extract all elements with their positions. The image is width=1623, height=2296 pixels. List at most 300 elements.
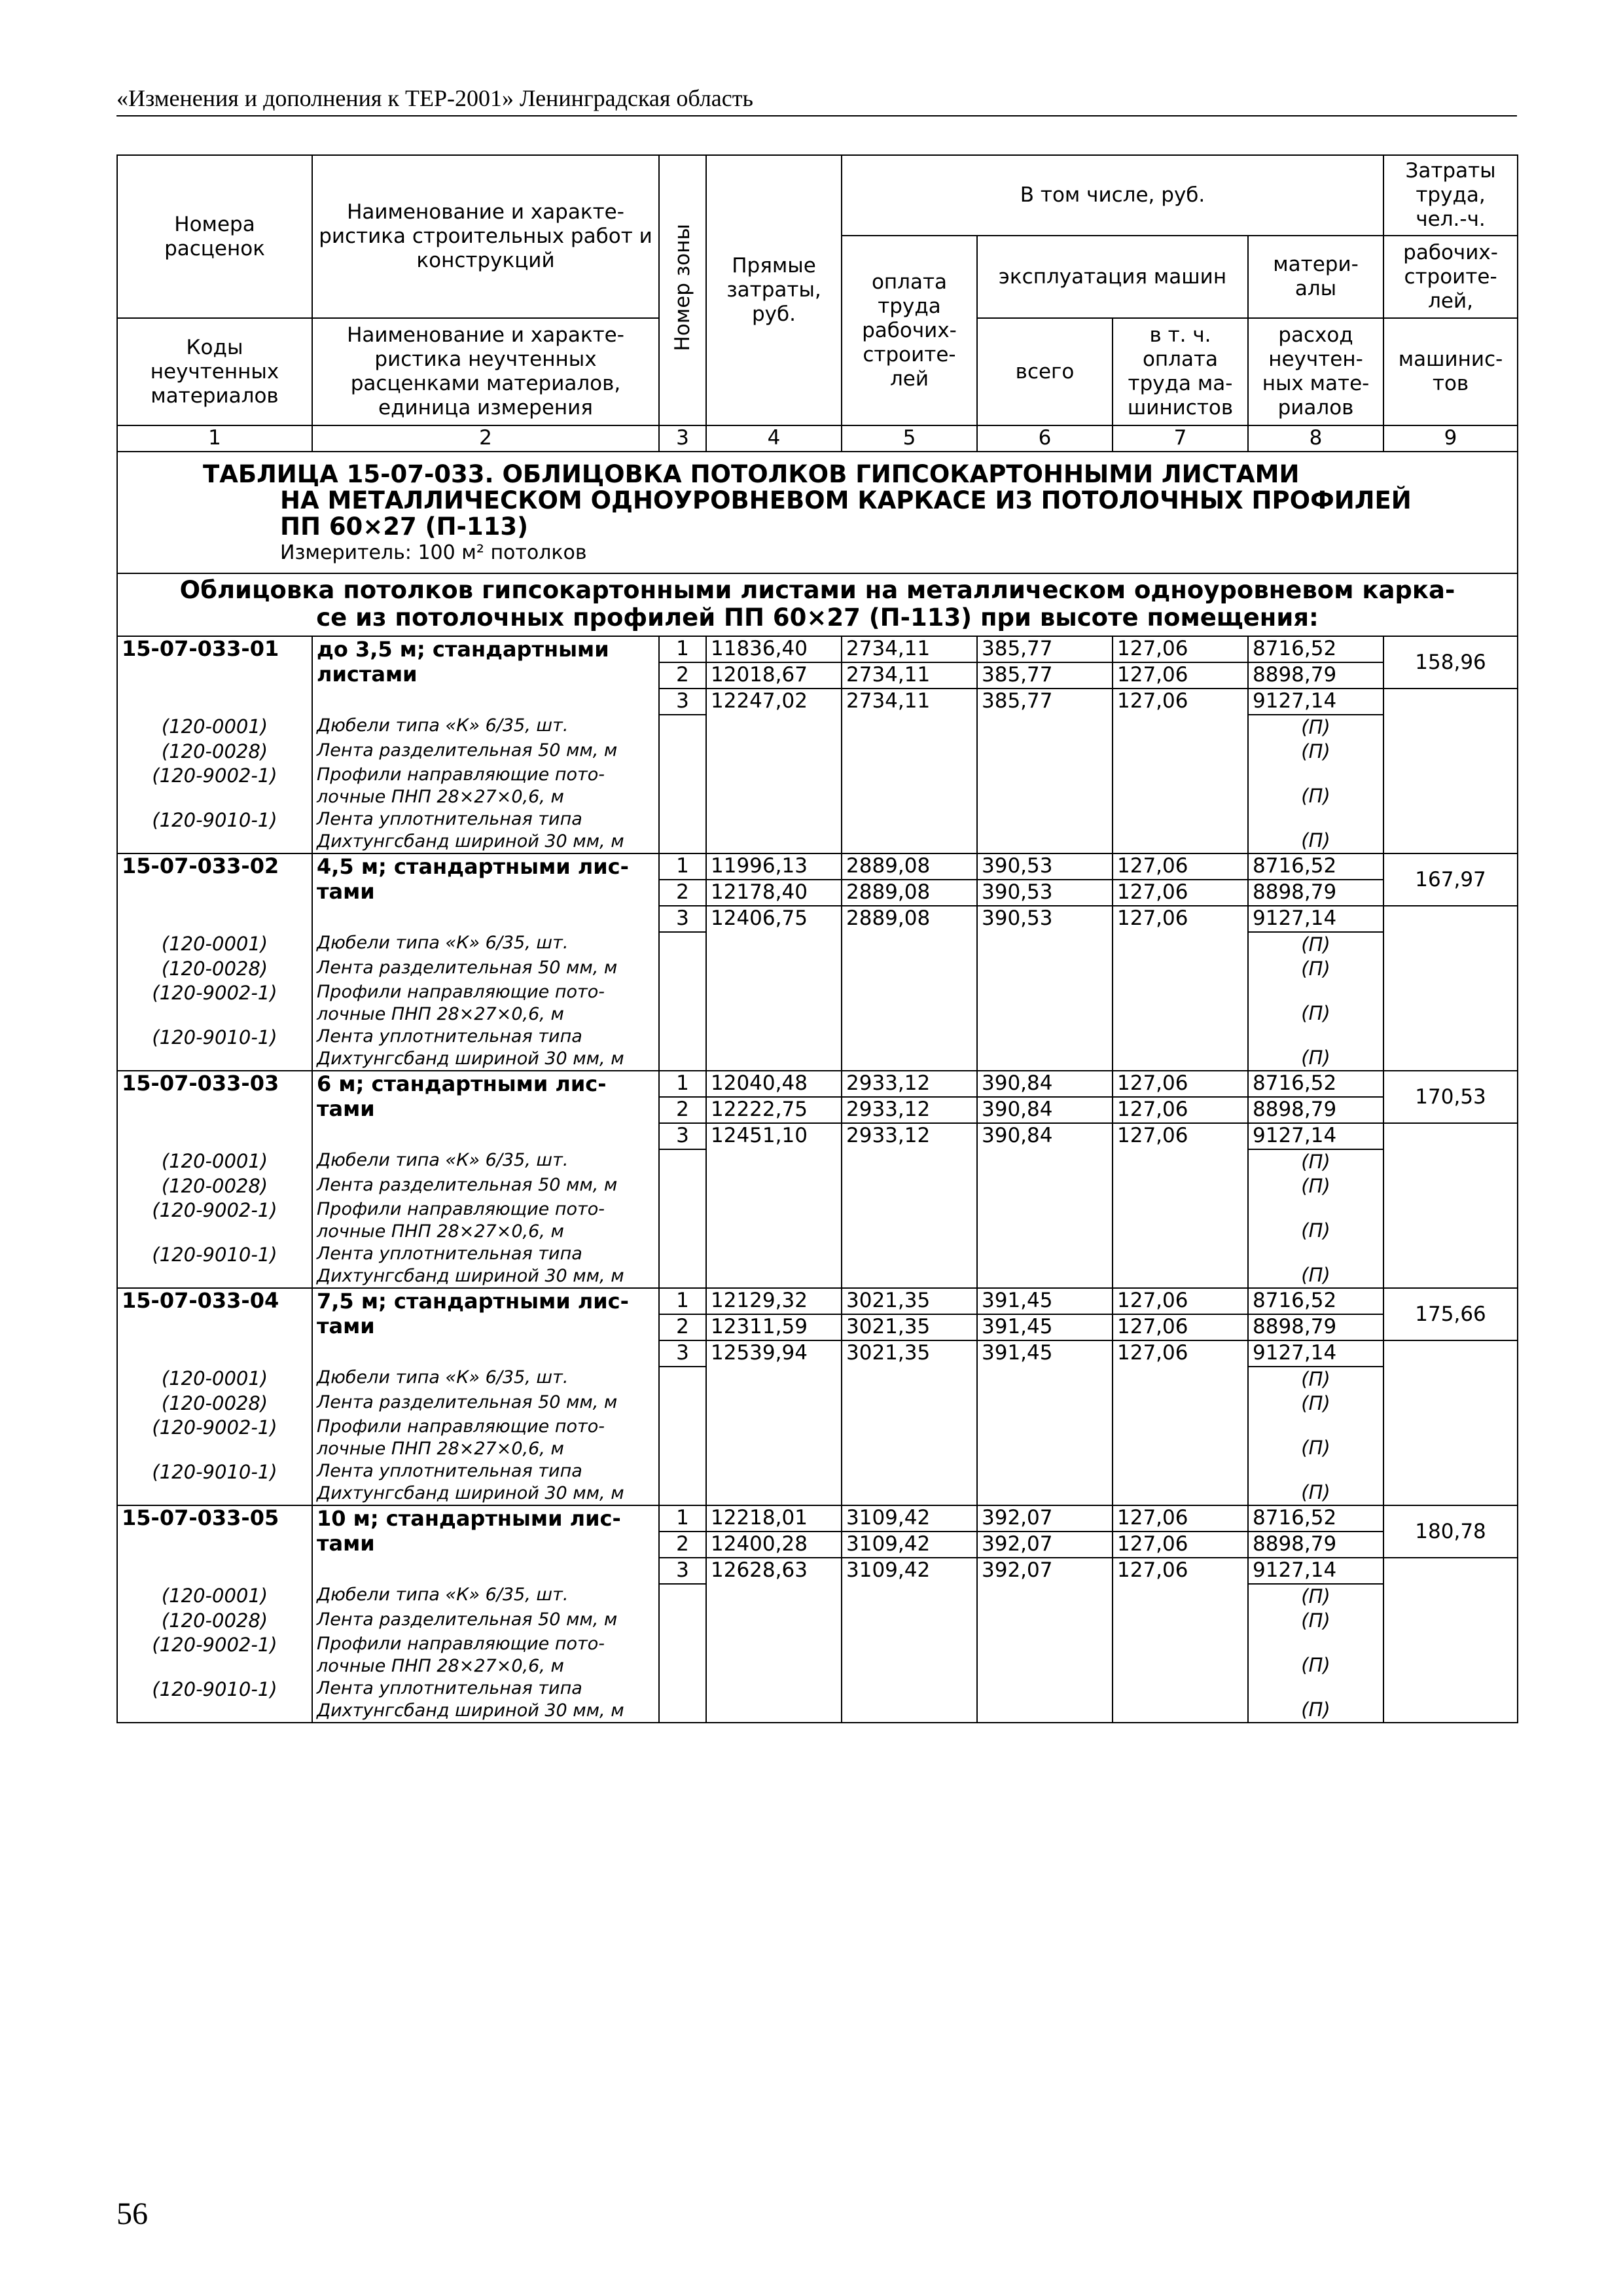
rate-code: 15-07-033-05 [117, 1505, 312, 1532]
value-machinist-pay: 127,06 [1113, 1288, 1248, 1314]
zone-number: 2 [659, 1532, 706, 1558]
empty-cell [659, 1149, 706, 1174]
material-name-line: Лента уплотнительная типа [317, 1026, 582, 1047]
empty-cell [1113, 1609, 1248, 1633]
work-name [312, 1071, 659, 1123]
column-numbers-row [117, 425, 1518, 452]
empty-cell [312, 1558, 659, 1584]
value-pay: 3109,42 [842, 1558, 977, 1584]
work-name [312, 1288, 659, 1340]
empty-cell [117, 1097, 312, 1123]
material-name-line: лочные ПНП 28×27×0,6, м [317, 1656, 564, 1676]
subsection-title-line1: Облицовка потолков гипсокартонными листами на металлическом одноуровневом карка- [179, 576, 1455, 604]
empty-cell [1113, 808, 1248, 853]
material-flag: (П) [1248, 1367, 1383, 1391]
empty-cell [659, 764, 706, 808]
material-code: (120-9010-1) [117, 808, 312, 853]
value-pay: 2889,08 [842, 853, 977, 880]
material-name-line: Дихтунгсбанд шириной 30 мм, м [317, 1700, 624, 1721]
table-title-line2: НА МЕТАЛЛИЧЕСКОМ ОДНОУРОВНЕВОМ КАРКАСЕ ИЗ ПОТОЛОЧНЫХ ПРОФИЛЕЙ [280, 486, 1412, 514]
empty-cell [842, 1198, 977, 1243]
empty-cell [1113, 1149, 1248, 1174]
value-direct: 12311,59 [706, 1314, 842, 1340]
empty-cell [117, 1340, 312, 1367]
empty-cell [977, 932, 1113, 957]
value-direct: 12451,10 [706, 1123, 842, 1149]
empty-cell [117, 906, 312, 932]
value-pay: 2933,12 [842, 1071, 977, 1097]
material-code: (120-0028) [117, 1609, 312, 1633]
rate-code: 15-07-033-01 [117, 636, 312, 662]
table-measure: Измеритель: 100 м² потолков [280, 541, 587, 564]
header-material-names: Наименование и характе-ристика неучтенных расценками материалов, единица измерения [312, 318, 659, 425]
material-name [312, 1416, 659, 1460]
value-machinist-pay: 127,06 [1113, 853, 1248, 880]
empty-cell [659, 1174, 706, 1198]
empty-cell [659, 1416, 706, 1460]
material-row [117, 808, 1518, 853]
material-name [312, 1198, 659, 1243]
work-name [312, 636, 659, 689]
material-flag: (П) [1248, 808, 1383, 853]
zone-number: 2 [659, 1097, 706, 1123]
empty-cell [1113, 1416, 1248, 1460]
empty-cell [659, 957, 706, 981]
work-name-line: 10 м; стандартными лис- [317, 1506, 621, 1531]
empty-cell [1383, 1633, 1518, 1677]
work-name-line: тами [317, 1096, 375, 1121]
empty-cell [659, 1391, 706, 1416]
material-name-line: Лента разделительная 50 мм, м [317, 958, 618, 978]
empty-cell [1383, 1460, 1518, 1505]
value-direct: 12247,02 [706, 689, 842, 715]
value-materials: 9127,14 [1248, 1123, 1383, 1149]
material-row [117, 1149, 1518, 1174]
empty-cell [706, 1633, 842, 1677]
empty-cell [842, 1677, 977, 1723]
empty-cell [1113, 1460, 1248, 1505]
value-machines: 390,84 [977, 1097, 1113, 1123]
price-table [116, 154, 1518, 1723]
empty-cell [659, 1243, 706, 1288]
value-machines: 390,53 [977, 880, 1113, 906]
material-name [312, 1460, 659, 1505]
table-title [117, 452, 1518, 573]
material-name-line: лочные ПНП 28×27×0,6, м [317, 1439, 564, 1459]
empty-cell [706, 1584, 842, 1609]
material-code: (120-0001) [117, 1149, 312, 1174]
empty-cell [659, 1198, 706, 1243]
value-materials: 8898,79 [1248, 1097, 1383, 1123]
labor-costs: 175,66 [1383, 1288, 1518, 1340]
value-direct: 12400,28 [706, 1532, 842, 1558]
value-machinist-pay: 127,06 [1113, 689, 1248, 715]
value-direct: 12222,75 [706, 1097, 842, 1123]
zone-number: 1 [659, 853, 706, 880]
table-row [117, 636, 1518, 662]
header-zone-number [659, 155, 706, 425]
empty-cell [1383, 1584, 1518, 1609]
material-name-line: Дюбели типа «К» 6/35, шт. [317, 1150, 569, 1170]
value-machines: 392,07 [977, 1505, 1113, 1532]
material-row [117, 932, 1518, 957]
material-flag: (П) [1248, 1243, 1383, 1288]
empty-cell [977, 957, 1113, 981]
empty-cell [659, 1367, 706, 1391]
empty-cell [842, 1460, 977, 1505]
value-pay: 2933,12 [842, 1097, 977, 1123]
empty-cell [659, 1633, 706, 1677]
empty-cell [977, 808, 1113, 853]
empty-cell [706, 1416, 842, 1460]
labor-costs: 158,96 [1383, 636, 1518, 689]
value-machinist-pay: 127,06 [1113, 906, 1248, 932]
header-rates-numbers: Номера расценок [117, 155, 312, 318]
material-name-line: лочные ПНП 28×27×0,6, м [317, 1004, 564, 1024]
table-title-line3: ПП 60×27 (П-113) [280, 512, 529, 541]
material-name-line: Профили направляющие пото- [317, 1634, 605, 1654]
material-row [117, 764, 1518, 808]
value-machines: 390,84 [977, 1123, 1113, 1149]
zone-number: 1 [659, 636, 706, 662]
empty-cell [117, 662, 312, 689]
empty-cell [706, 1026, 842, 1071]
value-machines: 391,45 [977, 1288, 1113, 1314]
material-code: (120-0028) [117, 1174, 312, 1198]
empty-cell [1113, 981, 1248, 1026]
empty-cell [312, 689, 659, 715]
value-materials: 9127,14 [1248, 1558, 1383, 1584]
value-machinist-pay: 127,06 [1113, 662, 1248, 689]
value-direct: 12539,94 [706, 1340, 842, 1367]
material-flag: (П) [1248, 932, 1383, 957]
value-pay: 3021,35 [842, 1340, 977, 1367]
table-row [117, 1340, 1518, 1367]
document-header: «Изменения и дополнения к ТЕР-2001» Ленинградская область [116, 84, 1517, 117]
value-materials: 8716,52 [1248, 1071, 1383, 1097]
empty-cell [1383, 1677, 1518, 1723]
empty-cell [117, 880, 312, 906]
header-material-codes: Коды неучтенных материалов [117, 318, 312, 425]
empty-cell [1113, 740, 1248, 764]
material-name [312, 1243, 659, 1288]
value-direct: 12406,75 [706, 906, 842, 932]
empty-cell [977, 1174, 1113, 1198]
value-materials: 8716,52 [1248, 853, 1383, 880]
material-name-line: лочные ПНП 28×27×0,6, м [317, 1221, 564, 1242]
empty-cell [977, 1198, 1113, 1243]
empty-cell [842, 1391, 977, 1416]
material-code: (120-9010-1) [117, 1243, 312, 1288]
empty-cell [1383, 1391, 1518, 1416]
empty-cell [842, 981, 977, 1026]
empty-cell [977, 1677, 1113, 1723]
empty-cell [706, 1677, 842, 1723]
empty-cell [117, 1532, 312, 1558]
subsection-title [117, 573, 1518, 636]
empty-cell [117, 1558, 312, 1584]
header-workers-builders: рабочих-строите-лей, [1383, 236, 1518, 318]
zone-number: 2 [659, 880, 706, 906]
subsection-title-line2: се из потолочных профилей ПП 60×27 (П-113) при высоте помещения: [316, 603, 1319, 632]
value-machines: 392,07 [977, 1558, 1113, 1584]
empty-cell [1383, 906, 1518, 932]
value-direct: 12040,48 [706, 1071, 842, 1097]
empty-cell [117, 1314, 312, 1340]
value-materials: 8716,52 [1248, 1288, 1383, 1314]
empty-cell [1383, 1149, 1518, 1174]
empty-cell [659, 1460, 706, 1505]
value-machines: 390,53 [977, 853, 1113, 880]
material-flag: (П) [1248, 1677, 1383, 1723]
table-row [117, 1505, 1518, 1532]
material-row [117, 1677, 1518, 1723]
value-materials: 8898,79 [1248, 880, 1383, 906]
zone-number: 1 [659, 1071, 706, 1097]
empty-cell [842, 1149, 977, 1174]
material-row [117, 715, 1518, 740]
empty-cell [842, 764, 977, 808]
work-name [312, 1505, 659, 1558]
material-flag: (П) [1248, 1391, 1383, 1416]
work-name-line: 4,5 м; стандартными лис- [317, 854, 629, 879]
empty-cell [1383, 981, 1518, 1026]
material-flag: (П) [1248, 1198, 1383, 1243]
material-name-line: Лента разделительная 50 мм, м [317, 1609, 618, 1630]
value-machines: 391,45 [977, 1314, 1113, 1340]
material-name-line: Дюбели типа «К» 6/35, шт. [317, 933, 569, 953]
labor-costs: 170,53 [1383, 1071, 1518, 1123]
zone-number: 3 [659, 906, 706, 932]
empty-cell [706, 1243, 842, 1288]
column-number: 6 [977, 425, 1113, 452]
empty-cell [977, 715, 1113, 740]
material-code: (120-9002-1) [117, 981, 312, 1026]
empty-cell [706, 715, 842, 740]
material-row [117, 1633, 1518, 1677]
empty-cell [706, 764, 842, 808]
header-work-name: Наименование и характе-ристика строительных работ и конструкций [312, 155, 659, 318]
column-number: 7 [1113, 425, 1248, 452]
value-machinist-pay: 127,06 [1113, 1558, 1248, 1584]
header-zone-number-text: Номер зоны [670, 223, 694, 351]
empty-cell [117, 689, 312, 715]
material-name-line: Лента разделительная 50 мм, м [317, 740, 618, 761]
empty-cell [659, 981, 706, 1026]
value-machinist-pay: 127,06 [1113, 880, 1248, 906]
empty-cell [1113, 1391, 1248, 1416]
empty-cell [659, 932, 706, 957]
value-pay: 2734,11 [842, 662, 977, 689]
value-pay: 2734,11 [842, 636, 977, 662]
material-row [117, 1174, 1518, 1198]
material-name-line: Лента уплотнительная типа [317, 1244, 582, 1264]
material-code: (120-9010-1) [117, 1460, 312, 1505]
value-direct: 12129,32 [706, 1288, 842, 1314]
empty-cell [1383, 1243, 1518, 1288]
table-row [117, 1123, 1518, 1149]
empty-cell [706, 1198, 842, 1243]
material-name-line: Лента уплотнительная типа [317, 1678, 582, 1698]
material-code: (120-0001) [117, 1584, 312, 1609]
empty-cell [842, 1243, 977, 1288]
material-name [312, 1391, 659, 1416]
empty-cell [706, 932, 842, 957]
value-pay: 2889,08 [842, 880, 977, 906]
value-pay: 3109,42 [842, 1532, 977, 1558]
empty-cell [977, 1584, 1113, 1609]
material-row [117, 1391, 1518, 1416]
material-code: (120-9002-1) [117, 1416, 312, 1460]
empty-cell [1113, 957, 1248, 981]
value-pay: 3109,42 [842, 1505, 977, 1532]
material-name [312, 1367, 659, 1391]
empty-cell [842, 808, 977, 853]
empty-cell [706, 740, 842, 764]
empty-cell [977, 764, 1113, 808]
value-materials: 9127,14 [1248, 906, 1383, 932]
empty-cell [1383, 1174, 1518, 1198]
zone-number: 3 [659, 1558, 706, 1584]
empty-cell [1113, 932, 1248, 957]
empty-cell [1113, 1633, 1248, 1677]
value-pay: 2734,11 [842, 689, 977, 715]
value-machinist-pay: 127,06 [1113, 636, 1248, 662]
material-flag: (П) [1248, 1609, 1383, 1633]
value-materials: 8898,79 [1248, 662, 1383, 689]
material-name-line: Дюбели типа «К» 6/35, шт. [317, 1367, 569, 1388]
material-name-line: Дюбели типа «К» 6/35, шт. [317, 715, 569, 736]
material-flag: (П) [1248, 957, 1383, 981]
material-code: (120-0028) [117, 1391, 312, 1416]
value-materials: 8716,52 [1248, 636, 1383, 662]
empty-cell [1113, 1677, 1248, 1723]
work-name-line: до 3,5 м; стандартными [317, 637, 609, 662]
empty-cell [842, 715, 977, 740]
material-name-line: Профили направляющие пото- [317, 1199, 605, 1219]
empty-cell [1383, 764, 1518, 808]
empty-cell [1383, 1340, 1518, 1367]
material-row [117, 1198, 1518, 1243]
material-name-line: Лента разделительная 50 мм, м [317, 1392, 618, 1412]
value-machines: 385,77 [977, 636, 1113, 662]
zone-number: 3 [659, 1340, 706, 1367]
material-name [312, 932, 659, 957]
table-row [117, 1071, 1518, 1097]
material-code: (120-9010-1) [117, 1026, 312, 1071]
material-name-line: Лента разделительная 50 мм, м [317, 1175, 618, 1195]
empty-cell [842, 1633, 977, 1677]
material-code: (120-9002-1) [117, 1198, 312, 1243]
material-name-line: Дихтунгсбанд шириной 30 мм, м [317, 1049, 624, 1069]
labor-costs: 167,97 [1383, 853, 1518, 906]
material-name [312, 715, 659, 740]
material-name [312, 1149, 659, 1174]
material-row [117, 1416, 1518, 1460]
material-name [312, 764, 659, 808]
material-flag: (П) [1248, 1026, 1383, 1071]
empty-cell [842, 1609, 977, 1633]
empty-cell [1113, 1174, 1248, 1198]
empty-cell [977, 1416, 1113, 1460]
header-including: В том числе, руб. [842, 155, 1383, 236]
table-row [117, 1558, 1518, 1584]
empty-cell [659, 1677, 706, 1723]
material-name [312, 740, 659, 764]
work-name-line: тами [317, 1531, 375, 1556]
header-material-consumption: расход неучтен-ных мате-риалов [1248, 318, 1383, 425]
material-code: (120-0028) [117, 740, 312, 764]
empty-cell [706, 981, 842, 1026]
value-machines: 392,07 [977, 1532, 1113, 1558]
empty-cell [1383, 957, 1518, 981]
value-direct: 12178,40 [706, 880, 842, 906]
empty-cell [842, 957, 977, 981]
empty-cell [842, 740, 977, 764]
material-flag: (П) [1248, 1584, 1383, 1609]
header-machines-total: всего [977, 318, 1113, 425]
page-number: 56 [116, 2197, 148, 2231]
material-flag: (П) [1248, 981, 1383, 1026]
value-machines: 385,77 [977, 662, 1113, 689]
value-machines: 385,77 [977, 689, 1113, 715]
material-flag: (П) [1248, 764, 1383, 808]
column-number: 1 [117, 425, 312, 452]
material-name [312, 1633, 659, 1677]
empty-cell [706, 1174, 842, 1198]
material-name-line: Лента уплотнительная типа [317, 809, 582, 829]
column-number: 3 [659, 425, 706, 452]
empty-cell [1383, 932, 1518, 957]
material-flag: (П) [1248, 740, 1383, 764]
material-row [117, 1367, 1518, 1391]
value-machinist-pay: 127,06 [1113, 1071, 1248, 1097]
header-machinists: машинис-тов [1383, 318, 1518, 425]
material-name [312, 808, 659, 853]
column-number: 9 [1383, 425, 1518, 452]
zone-number: 3 [659, 689, 706, 715]
value-pay: 3021,35 [842, 1314, 977, 1340]
material-code: (120-9010-1) [117, 1677, 312, 1723]
empty-cell [1383, 1026, 1518, 1071]
value-materials: 8898,79 [1248, 1314, 1383, 1340]
work-name-line: тами [317, 1314, 375, 1338]
header-machinist-pay: в т. ч. оплата труда ма-шинистов [1113, 318, 1248, 425]
empty-cell [977, 1609, 1113, 1633]
work-name-line: листами [317, 662, 418, 687]
material-flag: (П) [1248, 715, 1383, 740]
empty-cell [1383, 1367, 1518, 1391]
empty-cell [842, 1026, 977, 1071]
material-flag: (П) [1248, 1149, 1383, 1174]
empty-cell [706, 1367, 842, 1391]
empty-cell [659, 715, 706, 740]
empty-cell [977, 1460, 1113, 1505]
empty-cell [1113, 1367, 1248, 1391]
empty-cell [1113, 1243, 1248, 1288]
empty-cell [312, 906, 659, 932]
work-name-line: 6 м; стандартными лис- [317, 1071, 607, 1096]
empty-cell [842, 1174, 977, 1198]
material-name-line: Профили направляющие пото- [317, 1416, 605, 1437]
empty-cell [1383, 689, 1518, 715]
empty-cell [1383, 1558, 1518, 1584]
empty-cell [977, 1367, 1113, 1391]
material-row [117, 740, 1518, 764]
value-direct: 11836,40 [706, 636, 842, 662]
empty-cell [1383, 715, 1518, 740]
work-name-line: 7,5 м; стандартными лис- [317, 1289, 629, 1314]
